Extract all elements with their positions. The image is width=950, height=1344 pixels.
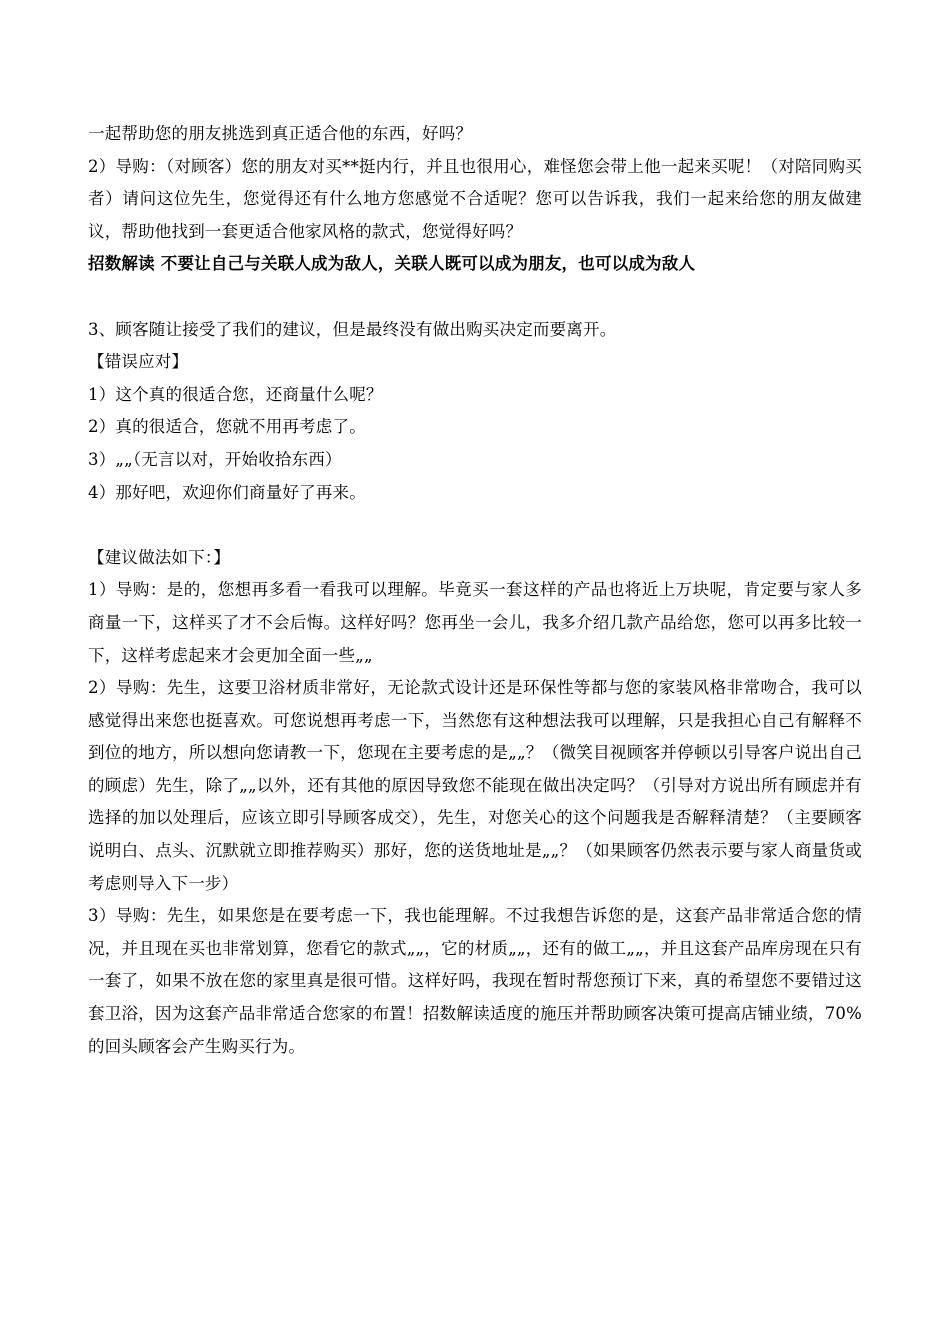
wrong-response-title: 【错误应对】 (88, 352, 189, 372)
suggest-item-1: 1）导购：是的，您想再多看一看我可以理解。毕竟买一套这样的产品也将近上万块呢，肯定要与家人多商量一下，这样买了才不会后悔。这样好吗？您再坐一会儿，我多介绍几款产品给您，您可以再多比较一下，这样考虑起来才会更加全面一些„„ (88, 580, 862, 665)
wrong-item-1: 1）这个真的很适合您，还商量什么呢？ (88, 384, 383, 404)
wrong-item-3: 3）„„（无言以对，开始收拾东西） (88, 449, 342, 469)
suggest-item-2: 2）导购：先生，这要卫浴材质非常好，无论款式设计还是环保性等都与您的家装风格非常吻合，我可以感觉得出来您也挺喜欢。可您说想再考虑一下，当然您有这种想法我可以理解，只是我担心自己有解释不到位的地方，所以想向您请教一下，您现在主要考虑的是„„？（微笑目视顾客并停顿以引导客户说出自己的顾虑）先生，除了„„以外，还有其他的原因导致您不能现在做出决定吗？（引导对方说出所有顾虑并有选择的加以处理后，应该立即引导顾客成交），先生，对您关心的这个问题我是否解释清楚？（主要顾客说明白、点头、沉默就立即推荐购买）那好，您的送货地址是„„？（如果顾客仍然表示要与家人商量货或考虑则导入下一步） (88, 678, 862, 893)
section-heading-3: 3、顾客随让接受了我们的建议，但是最终没有做出购买决定而要离开。 (88, 319, 617, 339)
document-page (88, 118, 862, 1063)
spacer (88, 509, 862, 542)
tip-heading: 招数解读 不要让自己与关联人成为敌人，关联人既可以成为朋友，也可以成为敌人 (88, 254, 696, 274)
wrong-item-2: 2）真的很适合，您就不用再考虑了。 (88, 417, 366, 437)
spacer (88, 281, 862, 314)
paragraph-intro: 一起帮助您的朋友挑选到真正适合他的东西，好吗？ (88, 124, 473, 143)
paragraph-script-2: 2）导购：（对顾客）您的朋友对买**挺内行，并且也很用心，难怪您会带上他一起来买呢！（对陪同购买者）请问这位先生，您觉得还有什么地方您感觉不合适呢？您可以告诉我，我们一起来给您的朋友做建议，帮助他找到一套更适合他家风格的款式，您觉得好吗？ (88, 156, 862, 241)
suggest-title: 【建议做法如下：】 (88, 547, 231, 567)
wrong-item-4: 4）那好吧，欢迎你们商量好了再来。 (88, 482, 366, 502)
suggest-item-3: 3）导购：先生，如果您是在要考虑一下，我也能理解。不过我想告诉您的是，这套产品非常适合您的情况，并且现在买也非常划算，您看它的款式„„，它的材质„„，还有的做工„„，并且这套产品库房现在只有一套了，如果不放在您的家里真是很可惜。这样好吗，我现在暂时帮您预订下来，真的希望您不要错过这套卫浴，因为这套产品非常适合您家的布置！招数解读适度的施压并帮助顾客决策可提高店铺业绩，70%的回头顾客会产生购买行为。 (88, 906, 862, 1056)
